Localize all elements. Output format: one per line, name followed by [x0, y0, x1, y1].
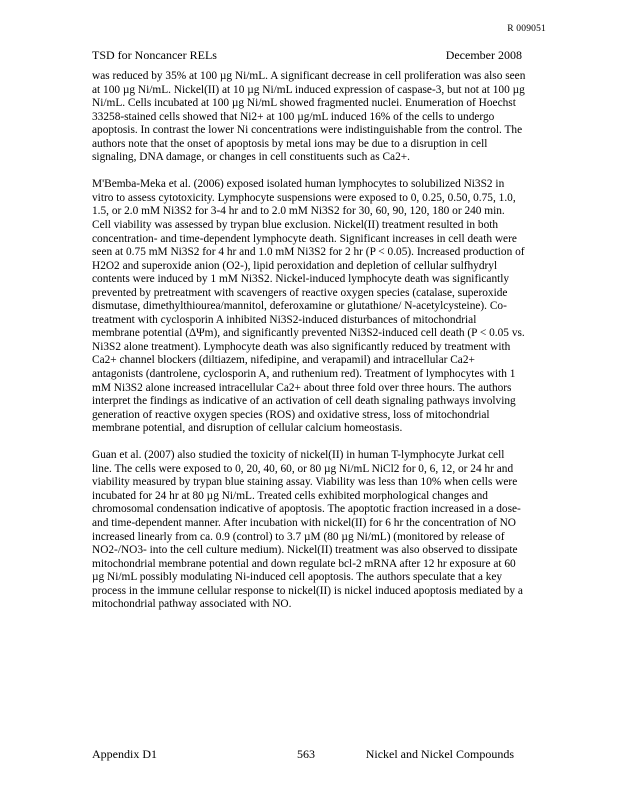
footer-chapter-title: Nickel and Nickel Compounds — [365, 747, 514, 761]
page-number: 563 — [297, 747, 315, 761]
footer-appendix: Appendix D1 — [92, 747, 157, 761]
page-footer — [92, 747, 514, 761]
header-document-title: TSD for Noncancer RELs — [92, 48, 217, 62]
header-date: December 2008 — [445, 48, 522, 62]
body-text — [92, 70, 526, 625]
page-header — [92, 48, 522, 63]
paragraph-apoptosis-continuation: was reduced by 35% at 100 µg Ni/mL. A significant decrease in cell proliferation was also seen at 100 µg Ni/mL. Nickel(II) at 10 µg Ni/mL induced expression of caspase-3, but not at 100 µg Ni/mL. Cells incubated at 100 µg Ni/mL showed fragmented nuclei. Enumeration of Hoechst 33258-stained cells showed that Ni2+ at 100 µg/mL induced 16% of the cells to undergo apoptosis. In contrast the lower Ni concentrations were indistinguishable from the control. The authors note that the onset of apoptosis by metal ions may be due to a disruption in cell signaling, DNA damage, or changes in cell constituents such as Ca2+. — [92, 70, 526, 164]
paragraph-guan-2007: Guan et al. (2007) also studied the toxicity of nickel(II) in human T-lymphocyte Jurkat cell line. The cells were exposed to 0, 20, 40, 60, or 80 µg Ni/mL NiCl2 for 0, 6, 12, or 24 hr and viability measured by trypan blue staining assay. Viability was less than 10% when cells were incubated for 24 hr at 80 µg Ni/mL. Treated cells exhibited morphological changes and chromosomal condensation indicative of apoptosis. The apoptotic fraction increased in a dose- and time-dependent manner. After incubation with nickel(II) for 6 hr the concentration of NO increased linearly from ca. 0.9 (control) to 3.7 µM (80 µg Ni/mL) (monitored by release of NO2-/NO3- into the cell culture medium). Nickel(II) treatment was also observed to dissipate mitochondrial membrane potential and down regulate bcl-2 mRNA after 12 hr exposure at 60 µg Ni/mL possibly modulating Ni-induced cell apoptosis. The authors speculate that a key process in the immune cellular response to nickel(II) is nickel induced apoptosis mediated by a mitochondrial pathway associated with NO. — [92, 449, 523, 611]
paragraph-mbemba-meka-2006: M'Bemba-Meka et al. (2006) exposed isolated human lymphocytes to solubilized Ni3S2 in vitro to assess cytotoxicity. Lymphocyte suspensions were exposed to 0, 0.25, 0.50, 0.75, 1.0, 1.5, or 2.0 mM Ni3S2 for 3-4 hr and to 2.0 mM Ni3S2 for 30, 60, 90, 120, 180 or 240 min. Cell viability was assessed by trypan blue exclusion. Nickel(II) treatment resulted in both concentration- and time-dependent lymphocyte death. Significant increases in cell death were seen at 0.75 mM Ni3S2 for 4 hr and 1.0 mM Ni3S2 for 2 hr (P < 0.05). Increased production of H2O2 and superoxide anion (O2-), lipid peroxidation and depletion of cellular sulfhydryl contents were induced by 1 mM Ni3S2. Nickel-induced lymphocyte death was significantly prevented by pretreatment with scavengers of reactive oxygen species (catalase, superoxide dismutase, dimethylthiourea/mannitol, deferoxamine or glutathione/ N-acetylcysteine). Co-treatment with cyclosporin A inhibited Ni3S2-induced disturbances of mitochondrial membrane potential (ΔΨm), and significantly prevented Ni3S2-induced cell death (P < 0.05 vs. Ni3S2 alone treatment). Lymphocyte death was also significantly reduced by treatment with Ca2+ channel blockers (diltiazem, nifedipine, and verapamil) and intracellular Ca2+ antagonists (dantrolene, cyclosporin A, and ruthenium red). Treatment of lymphocytes with 1 mM Ni3S2 alone increased intracellular Ca2+ about three fold over three hours. The authors interpret the findings as indicative of an activation of cell death signaling pathways involving generation of reactive oxygen species (ROS) and oxidative stress, loss of mitochondrial membrane potential, and disruption of cellular calcium homeostasis. — [92, 178, 525, 435]
bates-number: R 009051 — [507, 24, 546, 34]
